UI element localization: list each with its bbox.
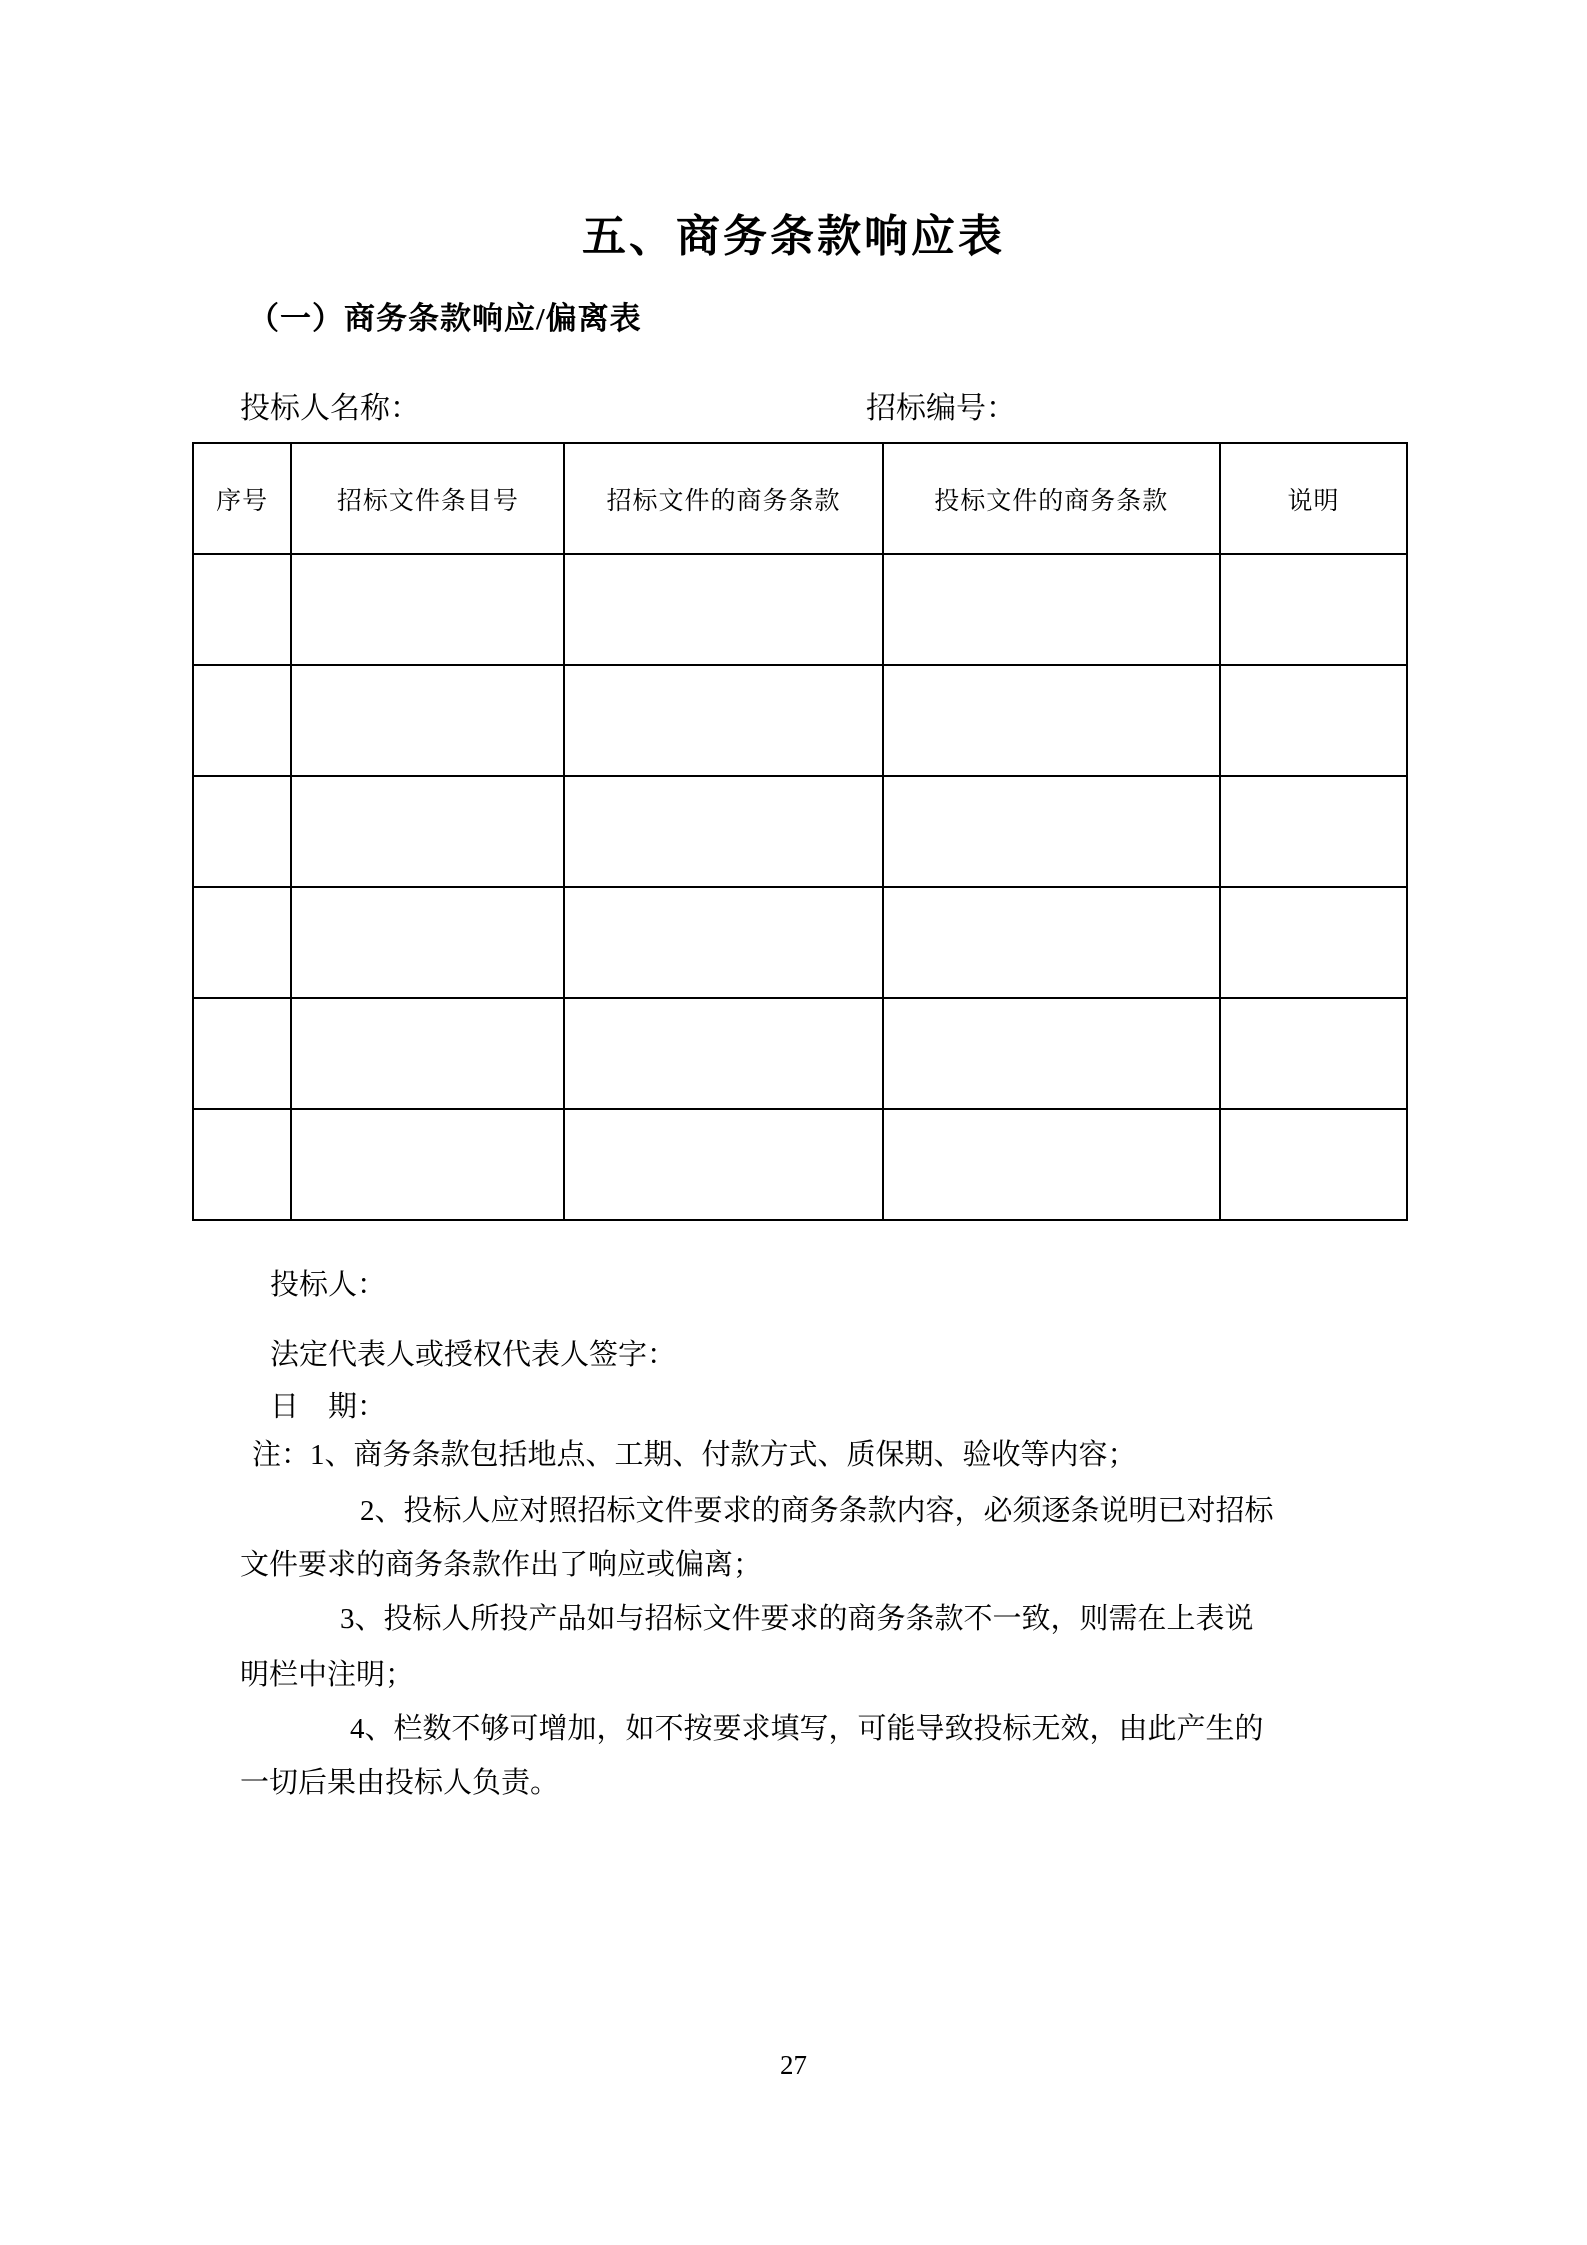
table-header-row xyxy=(193,443,1407,554)
table-empty-cell xyxy=(564,665,882,776)
table-empty-cell xyxy=(564,554,882,665)
table-empty-cell xyxy=(564,1109,882,1220)
table-empty-cell xyxy=(564,887,882,998)
table-row xyxy=(193,998,1407,1109)
note-line: 3、投标人所投产品如与招标文件要求的商务条款不一致，则需在上表说 xyxy=(340,1603,1254,1635)
table-empty-cell xyxy=(193,887,291,998)
commercial-terms-response-table xyxy=(192,442,1408,1221)
table-empty-cell xyxy=(291,1109,564,1220)
legal-representative-signature-label: 法定代表人或授权代表人签字： xyxy=(270,1339,677,1371)
header-cell-bid-terms: 投标文件的商务条款 xyxy=(883,443,1220,554)
note-line: 文件要求的商务条款作出了响应或偏离； xyxy=(240,1549,763,1581)
table-empty-cell xyxy=(883,776,1220,887)
tender-number-label: 招标编号： xyxy=(866,392,1016,425)
table-row xyxy=(193,887,1407,998)
section-subtitle: （一）商务条款响应/偏离表 xyxy=(248,301,642,336)
note-line: 4、栏数不够可增加，如不按要求填写，可能导致投标无效，由此产生的 xyxy=(350,1713,1264,1745)
bidder-name-label: 投标人名称： xyxy=(240,392,420,425)
note-line: 注：1、商务条款包括地点、工期、付款方式、质保期、验收等内容； xyxy=(252,1439,1137,1471)
table-empty-cell xyxy=(291,776,564,887)
table-empty-cell xyxy=(291,887,564,998)
table-empty-cell xyxy=(193,998,291,1109)
note-line: 明栏中注明； xyxy=(240,1659,415,1691)
table-empty-cell xyxy=(883,998,1220,1109)
table-row xyxy=(193,1109,1407,1220)
table-row xyxy=(193,554,1407,665)
header-cell-remarks: 说明 xyxy=(1220,443,1407,554)
table-empty-cell xyxy=(883,554,1220,665)
bidder-signoff-label: 投标人： xyxy=(270,1269,387,1301)
note-line: 一切后果由投标人负责。 xyxy=(240,1767,560,1799)
table-empty-cell xyxy=(1220,887,1407,998)
date-label: 日 期： xyxy=(270,1391,387,1423)
table-empty-cell xyxy=(1220,998,1407,1109)
table-empty-cell xyxy=(291,665,564,776)
table-empty-cell xyxy=(193,776,291,887)
table-row xyxy=(193,665,1407,776)
table-empty-cell xyxy=(193,1109,291,1220)
table-empty-cell xyxy=(1220,1109,1407,1220)
table-row xyxy=(193,776,1407,887)
header-cell-seq-no: 序号 xyxy=(193,443,291,554)
table-empty-cell xyxy=(564,776,882,887)
table-empty-cell xyxy=(1220,554,1407,665)
table-empty-cell xyxy=(883,887,1220,998)
table-empty-cell xyxy=(1220,776,1407,887)
table-empty-cell xyxy=(883,665,1220,776)
table-empty-cell xyxy=(291,554,564,665)
header-cell-tender-item-no: 招标文件条目号 xyxy=(291,443,564,554)
table-empty-cell xyxy=(193,554,291,665)
note-line: 2、投标人应对照招标文件要求的商务条款内容，必须逐条说明已对招标 xyxy=(360,1495,1274,1527)
header-cell-tender-terms: 招标文件的商务条款 xyxy=(564,443,882,554)
table-empty-cell xyxy=(193,665,291,776)
page-title: 五、商务条款响应表 xyxy=(582,212,1005,261)
table-empty-cell xyxy=(564,998,882,1109)
table-empty-cell xyxy=(1220,665,1407,776)
table-empty-cell xyxy=(291,998,564,1109)
table-empty-cell xyxy=(883,1109,1220,1220)
page-number: 27 xyxy=(780,2050,807,2080)
